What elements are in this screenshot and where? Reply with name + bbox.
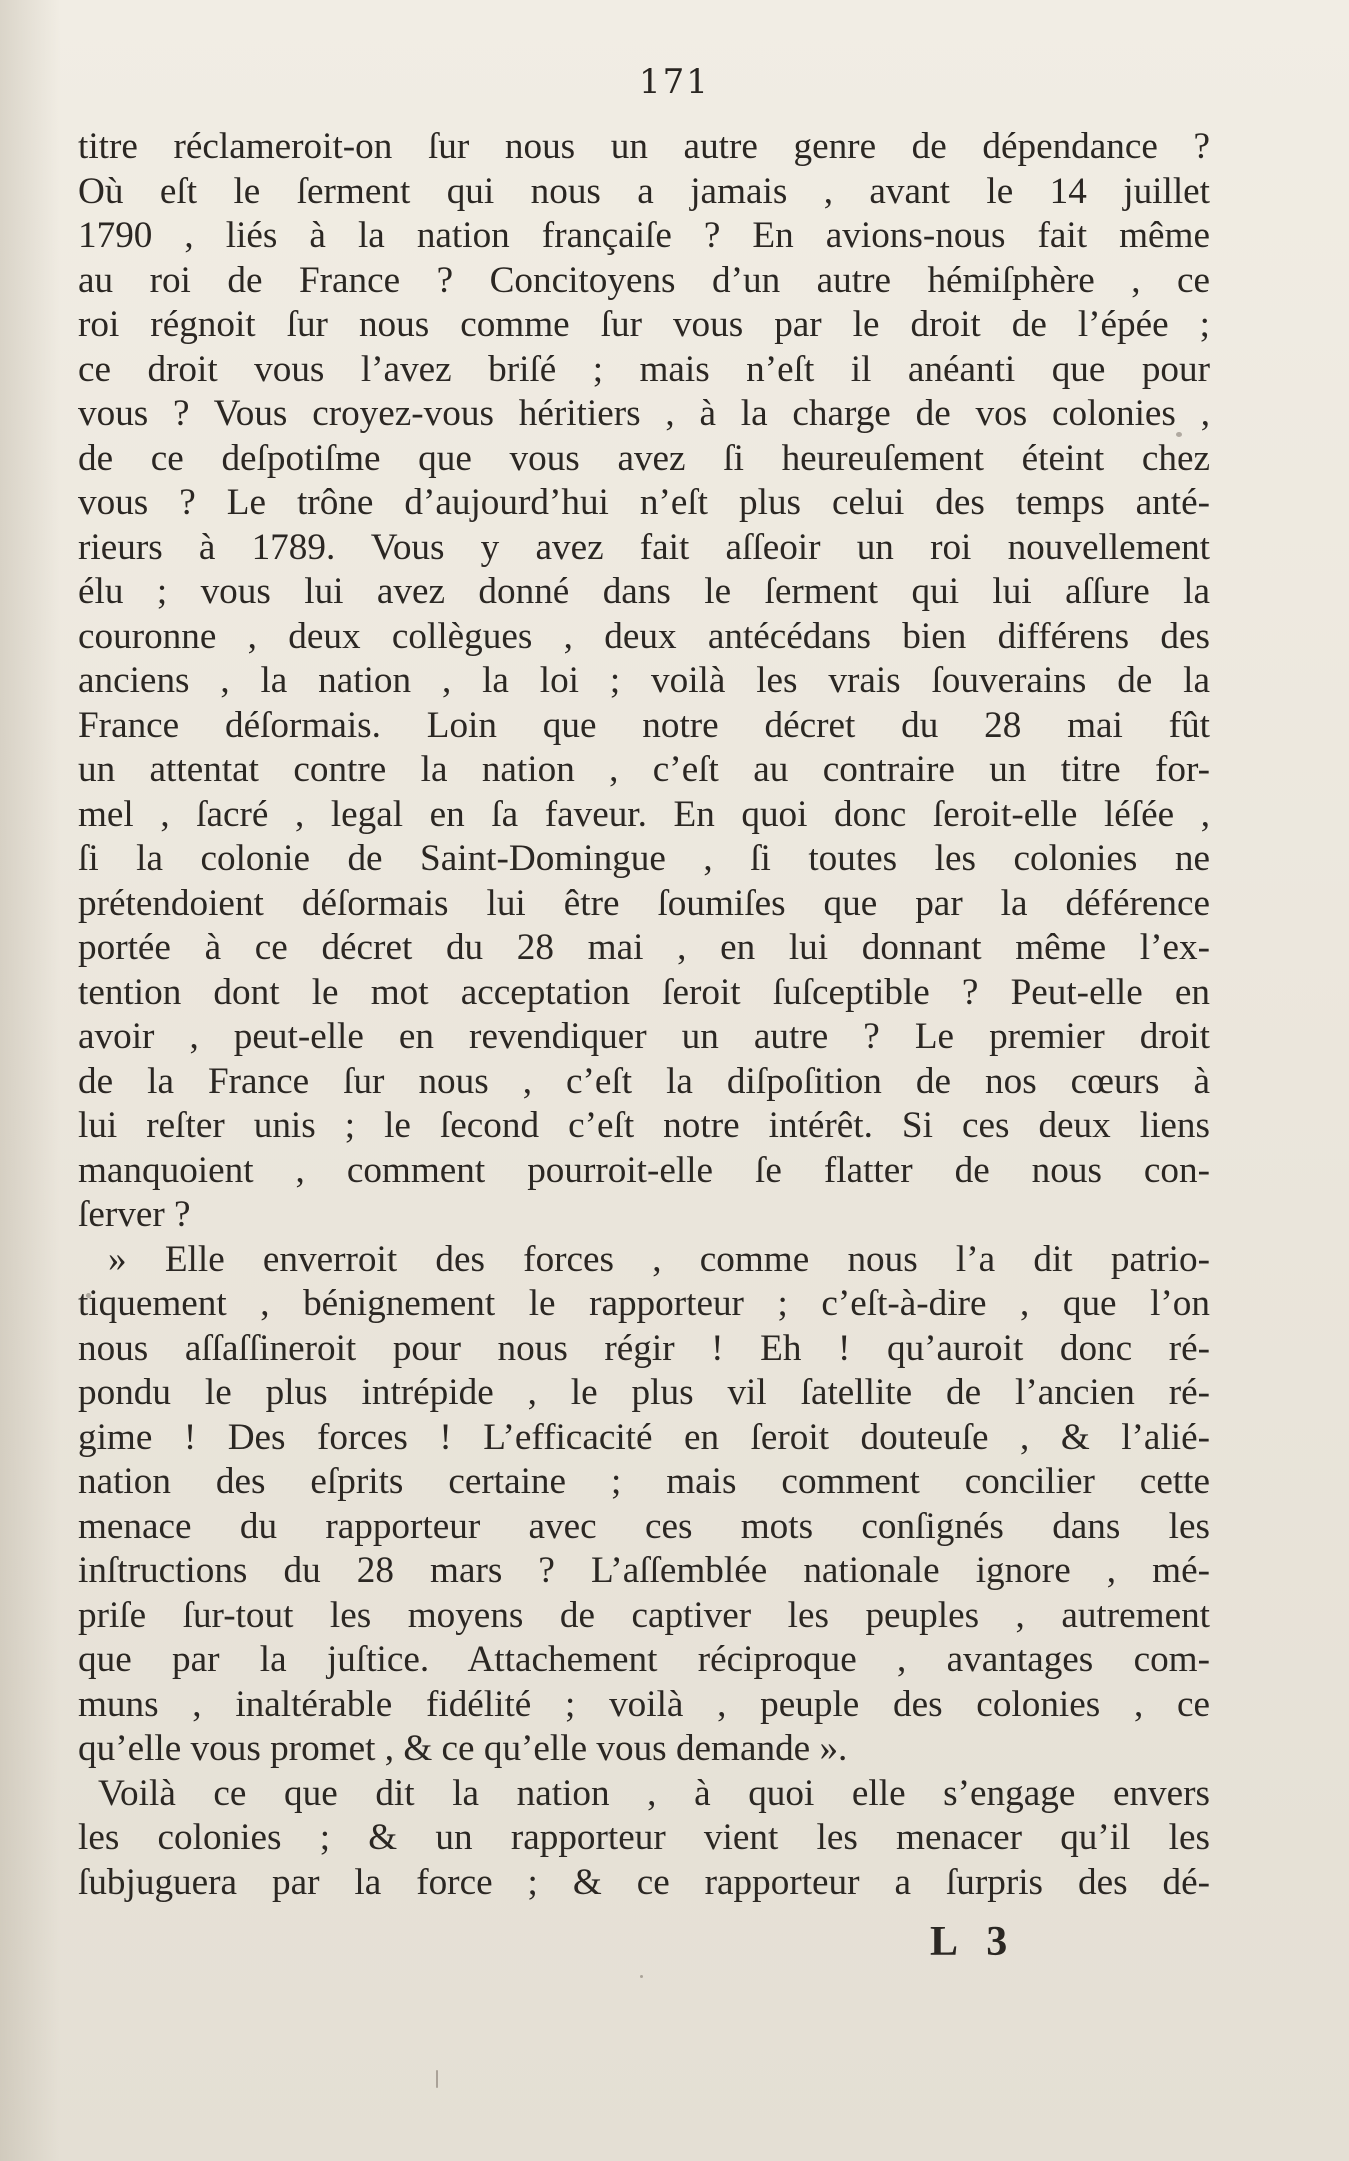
text-line: ſi la colonie de Saint-Domingue , ſi toutes les colonies ne — [78, 838, 1210, 879]
signature-mark: L 3 — [930, 1919, 1018, 1965]
paper-speck — [436, 2070, 438, 2088]
text-line: muns , inaltérable fidélité ; voilà , peuple des colonies , ce — [78, 1683, 1210, 1725]
text-line: vous ? Le trône d’aujourd’hui n’eſt plus celui des temps anté- — [78, 482, 1210, 523]
text-line: qu’elle vous promet , & ce qu’elle vous demande ». — [78, 1728, 848, 1769]
text-line: avoir , peut-elle en revendiquer un autre ? Le premier droit — [78, 1016, 1210, 1057]
text-line: roi régnoit ſur nous comme ſur vous par le droit de l’épée ; — [78, 304, 1210, 345]
text-line: inſtructions du 28 mars ? L’aſſemblée nationale ignore , mé- — [78, 1550, 1210, 1591]
paper-speck — [86, 1293, 91, 1298]
paper-speck — [1176, 432, 1182, 437]
text-line: anciens , la nation , la loi ; voilà les vrais ſouverains de la — [78, 660, 1210, 701]
text-line: couronne , deux collègues , deux antécédans bien différens des — [78, 615, 1210, 657]
text-line: titre réclameroit-on ſur nous un autre genre de dépendance ? — [78, 126, 1210, 167]
text-line: de la France ſur nous , c’eſt la diſpoſition de nos cœurs à — [78, 1060, 1210, 1102]
text-line: tiquement , bénignement le rapporteur ; c’eſt-à-dire , que l’on — [78, 1283, 1210, 1324]
text-line: portée à ce décret du 28 mai , en lui donnant même l’ex- — [78, 927, 1210, 968]
text-line: Où eſt le ſerment qui nous a jamais , avant le 14 juillet — [78, 170, 1210, 212]
text-line: que par la juſtice. Attachement réciproque , avantages com- — [78, 1639, 1210, 1680]
body-text — [78, 125, 1210, 1905]
text-line: vous ? Vous croyez-vous héritiers , à la charge de vos colonies , — [78, 393, 1210, 434]
text-line: tention dont le mot acceptation ſeroit ſuſceptible ? Peut-elle en — [78, 971, 1210, 1013]
text-line: les colonies ; & un rapporteur vient les menacer qu’il les — [78, 1817, 1210, 1858]
text-line: priſe ſur-tout les moyens de captiver les peuples , autrement — [78, 1594, 1210, 1636]
text-line: ſubjuguera par la force ; & ce rapporteur a ſurpris des dé- — [78, 1861, 1210, 1903]
text-line: manquoient , comment pourroit-elle ſe flatter de nous con- — [78, 1149, 1210, 1191]
text-line: pondu le plus intrépide , le plus vil ſatellite de l’ancien ré- — [78, 1372, 1210, 1413]
text-line: prétendoient déſormais lui être ſoumiſes que par la déférence — [78, 882, 1210, 924]
text-line: 1790 , liés à la nation françaiſe ? En avions-nous fait même — [78, 215, 1210, 256]
text-line: de ce deſpotiſme que vous avez ſi heureuſement éteint chez — [78, 437, 1210, 479]
text-line: gime ! Des forces ! L’efficacité en ſeroit douteuſe , & l’alié- — [78, 1416, 1210, 1458]
text-line: Voilà ce que dit la nation , à quoi elle s’engage envers — [98, 1772, 1210, 1814]
page-number: 171 — [639, 62, 710, 102]
text-line: au roi de France ? Concitoyens d’un autre hémiſphère , ce — [78, 259, 1210, 301]
text-line: nous aſſaſſineroit pour nous régir ! Eh ! qu’auroit donc ré- — [78, 1327, 1210, 1369]
text-line: France déſormais. Loin que notre décret du 28 mai fût — [78, 704, 1210, 746]
text-line: un attentat contre la nation , c’eſt au contraire un titre for- — [78, 749, 1210, 790]
text-line: » Elle enverroit des forces , comme nous l’a dit patrio- — [108, 1238, 1210, 1280]
paper-speck — [640, 1975, 643, 1978]
text-line: lui reſter unis ; le ſecond c’eſt notre intérêt. Si ces deux liens — [78, 1105, 1210, 1146]
text-line: nation des eſprits certaine ; mais comment concilier cette — [78, 1461, 1210, 1502]
text-line: rieurs à 1789. Vous y avez fait aſſeoir un roi nouvellement — [78, 526, 1210, 568]
text-line: élu ; vous lui avez donné dans le ſerment qui lui aſſure la — [78, 571, 1210, 612]
text-line: ſerver ? — [78, 1194, 191, 1235]
text-line: ce droit vous l’avez briſé ; mais n’eſt il anéanti que pour — [78, 348, 1210, 390]
text-line: mel , ſacré , legal en ſa faveur. En quoi donc ſeroit-elle léſée , — [78, 793, 1210, 835]
text-line: menace du rapporteur avec ces mots conſignés dans les — [78, 1505, 1210, 1547]
